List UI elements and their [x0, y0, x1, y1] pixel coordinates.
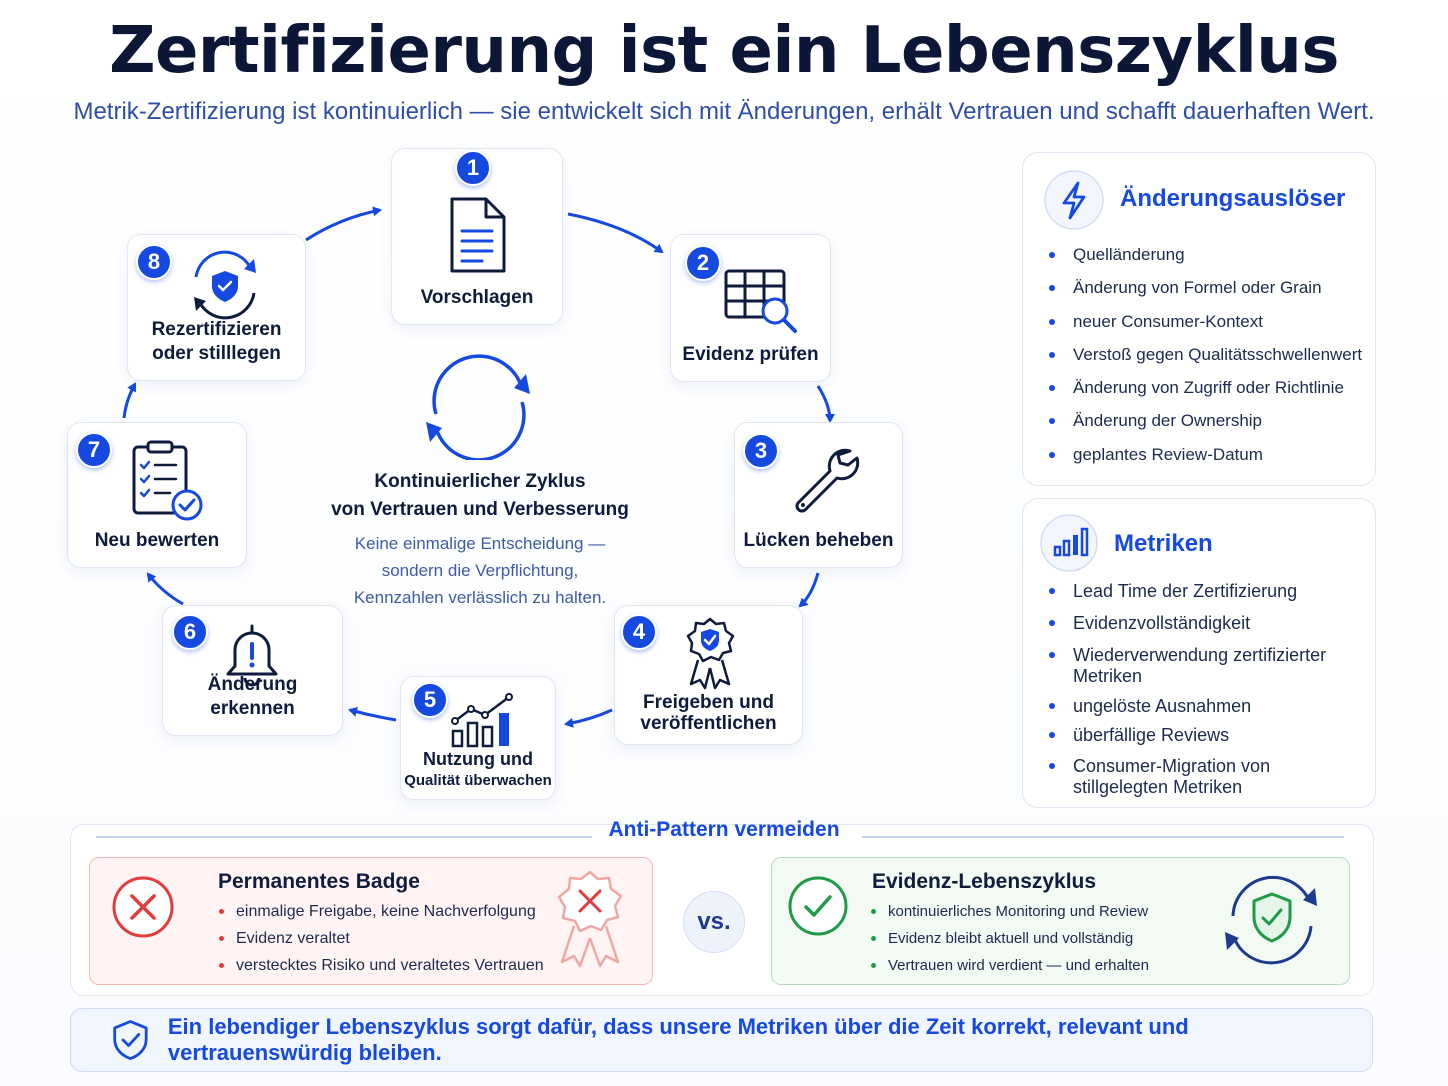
check-circle-icon — [787, 875, 849, 937]
lightning-icon — [1043, 169, 1105, 231]
broken-badge-icon — [552, 868, 628, 970]
vs-badge: vs. — [683, 891, 745, 953]
shield-check-icon — [111, 1017, 150, 1063]
step-number-4: 4 — [621, 614, 657, 650]
list-item: Vertrauen wird verdient — und erhalten — [870, 952, 1149, 979]
step-number-1: 1 — [455, 150, 491, 186]
bad-pattern-list — [218, 898, 544, 979]
list-item: Evidenzvollständigkeit — [1023, 613, 1377, 633]
list-item: Änderung von Zugriff oder Richtlinie — [1023, 378, 1377, 398]
step-label-4 — [640, 691, 776, 736]
checklist-icon — [130, 439, 206, 523]
triggers-panel — [1022, 152, 1376, 486]
step-label-4-line2: veröffentlichen — [640, 713, 777, 734]
arrow-7-8 — [124, 384, 135, 418]
bad-pattern-title: Permanentes Badge — [218, 870, 420, 893]
arrow-2-3 — [818, 386, 830, 421]
document-icon — [448, 195, 508, 275]
list-item: Änderung von Formel oder Grain — [1023, 278, 1377, 298]
arrow-5-6 — [350, 710, 396, 720]
step-label-1: Vorschlagen — [420, 287, 534, 308]
shield-refresh-icon — [1217, 868, 1327, 972]
list-item: überfällige Reviews — [1023, 725, 1377, 745]
list-item: Quelländerung — [1023, 245, 1377, 265]
step-label-6: Änderung erkennen — [207, 674, 298, 719]
list-item: Consumer-Migration von stillgelegten Metriken — [1023, 756, 1377, 798]
center-title — [330, 468, 630, 524]
list-item: geplantes Review-Datum — [1023, 445, 1377, 465]
center-desc-line1: Keine einmalige Entscheidung — — [354, 534, 606, 553]
step-label-8-line2: oder stilllegen — [152, 343, 281, 364]
arrow-8-1 — [306, 210, 380, 240]
step-number-2: 2 — [685, 245, 721, 281]
list-item: Änderung der Ownership — [1023, 411, 1377, 431]
step-label-5 — [404, 748, 552, 792]
bad-pattern-card — [89, 857, 653, 985]
center-title-line1: Kontinuierlicher Zyklus — [374, 471, 586, 492]
list-item: Evidenz veraltet — [218, 925, 544, 952]
good-pattern-list — [870, 898, 1149, 979]
list-item: ungelöste Ausnahmen — [1023, 696, 1377, 716]
center-desc-line2: sondern die Verpflichtung, — [381, 561, 579, 580]
table-search-icon — [723, 267, 803, 335]
bar-chart-icon — [1039, 513, 1099, 573]
arrow-4-5 — [566, 710, 612, 724]
list-item: neuer Consumer-Kontext — [1023, 312, 1377, 332]
list-item: Evidenz bleibt aktuell und vollständig — [870, 925, 1149, 952]
x-circle-icon — [111, 875, 175, 939]
page-title: Zertifizierung ist ein Lebenszyklus — [109, 14, 1339, 88]
step-label-7: Neu bewerten — [94, 530, 220, 551]
good-pattern-title: Evidenz-Lebenszyklus — [872, 870, 1097, 893]
metrics-title: Metriken — [1114, 530, 1213, 557]
step-label-2: Evidenz prüfen — [682, 344, 819, 365]
metrics-list — [1023, 581, 1377, 798]
step-label-4-line1: Freigeben und — [643, 692, 774, 713]
list-item: kontinuierliches Monitoring und Review — [870, 898, 1149, 925]
step-number-5: 5 — [412, 682, 448, 718]
step-label-8-line1: Rezertifizieren — [151, 319, 282, 340]
anti-pattern-title: Anti-Pattern vermeiden — [608, 818, 840, 841]
good-pattern-card — [771, 857, 1350, 985]
page-subtitle: Metrik-Zertifizierung ist kontinuierlich — sie entwickelt sich mit Änderungen, erhält Vertrauen und schafft dauerhaften Wert. — [73, 98, 1375, 125]
step-label-5-line2: Qualität überwachen — [404, 772, 552, 789]
bell-alert-icon — [221, 622, 283, 688]
shield-cycle-icon — [184, 247, 266, 323]
center-title-line2: von Vertrauen und Verbesserung — [331, 499, 629, 520]
triggers-title: Änderungsauslöser — [1120, 185, 1346, 212]
step-number-6: 6 — [172, 614, 208, 650]
step-number-8: 8 — [136, 244, 172, 280]
step-number-3: 3 — [743, 433, 779, 469]
chart-trend-icon — [449, 693, 519, 749]
list-item: Verstoß gegen Qualitätsschwellenwert — [1023, 345, 1377, 365]
arrow-3-4 — [800, 573, 818, 606]
footer-text: Ein lebendiger Lebenszyklus sorgt dafür, dass unsere Metriken über die Zeit korrekt, relevant und vertrauenswürdig bleiben. — [167, 1014, 1189, 1065]
list-item: verstecktes Risiko und veraltetes Vertrauen — [218, 952, 544, 979]
step-number-7: 7 — [76, 432, 112, 468]
list-item: Lead Time der Zertifizierung — [1023, 581, 1377, 601]
arrow-6-7 — [148, 574, 183, 604]
step-label-3: Lücken beheben — [743, 530, 894, 551]
triggers-list — [1023, 245, 1377, 465]
metrics-panel — [1022, 498, 1376, 808]
award-badge-icon — [683, 616, 737, 690]
wrench-icon — [790, 443, 860, 515]
list-item: einmalige Freigabe, keine Nachverfolgung — [218, 898, 544, 925]
cycle-arrows-icon — [418, 352, 538, 460]
center-description — [330, 530, 630, 611]
center-desc-line3: Kennzahlen verlässlich zu halten. — [353, 588, 607, 607]
step-label-5-line1: Nutzung und — [423, 749, 533, 769]
arrow-1-2 — [568, 214, 662, 252]
list-item: Wiederverwendung zertifizierter Metriken — [1023, 645, 1377, 687]
footer-banner — [70, 1008, 1373, 1072]
step-label-8 — [152, 318, 282, 366]
